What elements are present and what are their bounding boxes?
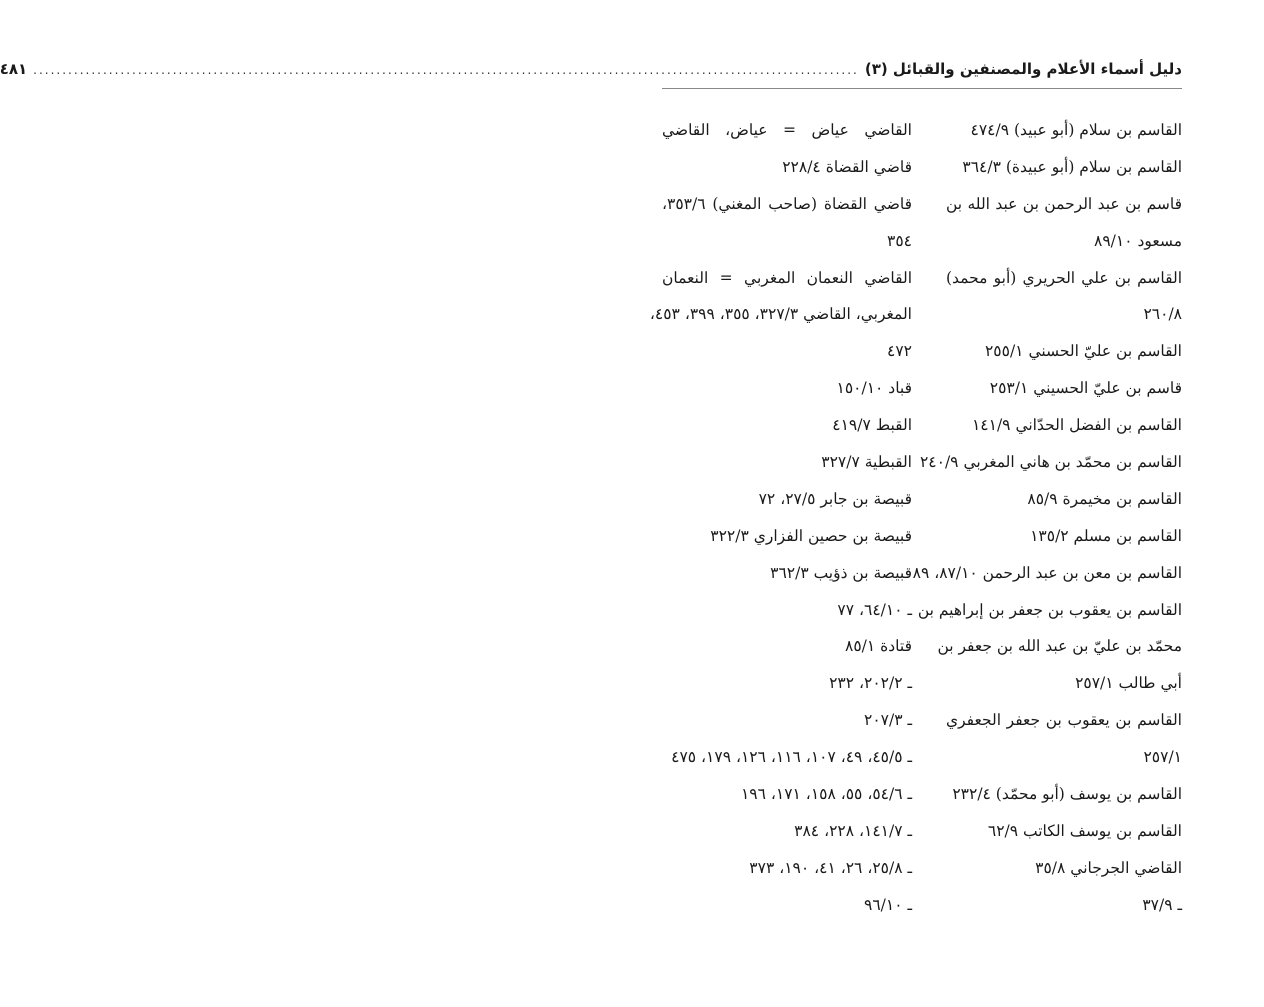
index-entry: محمّد بن عليّ بن عبد الله بن جعفر بن — [937, 637, 1182, 656]
index-entry: أبي طالب ٢٥٧/١ — [1075, 674, 1182, 693]
index-entry: ـ ٢٠٢/٢، ٢٣٢ — [829, 674, 912, 693]
index-entry: القبط ٤١٩/٧ — [832, 416, 912, 435]
index-entry: القاسم بن علي الحريري (أبو محمد) — [946, 268, 1182, 287]
index-entry: ـ ٣٧/٩ — [1142, 895, 1182, 914]
index-entry: قتادة ٨٥/١ — [845, 637, 912, 656]
index-entry: قباد ١٥٠/١٠ — [836, 379, 912, 398]
index-entry: القاضي الجرجاني ٣٥/٨ — [1035, 858, 1182, 877]
index-entry: القاسم بن معن بن عبد الرحمن ٨٧/١٠، ٨٩ — [912, 563, 1182, 582]
index-entry: قاضي القضاة (صاحب المغني) ٣٥٣/٦، — [662, 194, 912, 213]
index-entry: ـ ٥٤/٦، ٥٥، ١٥٨، ١٧١، ١٩٦ — [740, 785, 912, 804]
index-entry: ـ ٦٤/١٠، ٧٧ — [837, 600, 912, 619]
index-entry: القاسم بن مخيمرة ٨٥/٩ — [1027, 489, 1182, 508]
index-entry: ٤٧٢ — [887, 342, 912, 361]
index-entry: ـ ٢٠٧/٣ — [864, 711, 912, 730]
index-entry: القاسم بن يعقوب بن جعفر الجعفري — [946, 711, 1182, 730]
index-entry: قبيصة بن حصين الفزاري ٣٢٢/٣ — [710, 526, 912, 545]
index-entry: ٢٥٧/١ — [1143, 748, 1182, 767]
index-entry: القاسم بن مسلم ١٣٥/٢ — [1030, 526, 1182, 545]
index-entry: قبيصة بن ذؤيب ٣٦٢/٣ — [770, 563, 912, 582]
index-entry: قاسم بن عليّ الحسيني ٢٥٣/١ — [989, 379, 1182, 398]
index-entry: قاسم بن عبد الرحمن بن عبد الله بن — [946, 194, 1182, 213]
index-entry: مسعود ٨٩/١٠ — [1094, 231, 1182, 250]
index-entry: القاسم بن يوسف (أبو محمّد) ٢٣٢/٤ — [952, 785, 1182, 804]
index-entry: ـ ٤٥/٥، ٤٩، ١٠٧، ١١٦، ١٢٦، ١٧٩، ٤٧٥ — [671, 748, 912, 767]
index-entry: ـ ١٤١/٧، ٢٢٨، ٣٨٤ — [794, 821, 912, 840]
running-header — [0, 60, 1182, 84]
index-entry: قاضي القضاة ٢٢٨/٤ — [782, 157, 912, 176]
index-entry: القاسم بن محمّد بن هاني المغربي ٢٤٠/٩ — [919, 453, 1182, 472]
index-column-left — [649, 112, 912, 924]
index-entry: القاسم بن سلام (أبو عبيد) ٤٧٤/٩ — [970, 121, 1182, 139]
index-entry: ٣٥٤ — [887, 231, 912, 250]
index-entry: القاضي عياض = عياض، القاضي — [662, 121, 912, 139]
index-entry: القاسم بن يعقوب بن جعفر بن إبراهيم بن — [917, 600, 1182, 619]
index-entry: ـ ٩٦/١٠ — [864, 895, 912, 914]
header-title: دليل أسماء الأعلام والمصنفين والقبائل (٣) — [864, 60, 1182, 78]
index-entry: القاضي النعمان المغربي = النعمان — [662, 268, 912, 287]
index-column-right — [912, 112, 1182, 924]
page-number: ٤٨١ — [0, 60, 28, 78]
index-entry: ـ ٢٥/٨، ٢٦، ٤١، ١٩٠، ٣٧٣ — [749, 858, 912, 877]
header-leader-dots — [33, 63, 859, 77]
index-entry: القاسم بن عليّ الحسني ٢٥٥/١ — [984, 342, 1182, 361]
index-entry: القاسم بن سلام (أبو عبيدة) ٣٦٤/٣ — [962, 157, 1182, 176]
index-entry: القاسم بن الفضل الحدّاني ١٤١/٩ — [971, 416, 1182, 435]
index-entry: ٢٦٠/٨ — [1143, 305, 1182, 324]
index-entry: قبيصة بن جابر ٢٧/٥، ٧٢ — [758, 489, 912, 508]
index-entry: المغربي، القاضي ٣٢٧/٣، ٣٥٥، ٣٩٩، ٤٥٣، — [649, 305, 912, 324]
index-entry: القبطية ٣٢٧/٧ — [821, 453, 912, 472]
header-rule — [662, 88, 1182, 89]
index-entry: القاسم بن يوسف الكاتب ٦٢/٩ — [987, 821, 1182, 840]
